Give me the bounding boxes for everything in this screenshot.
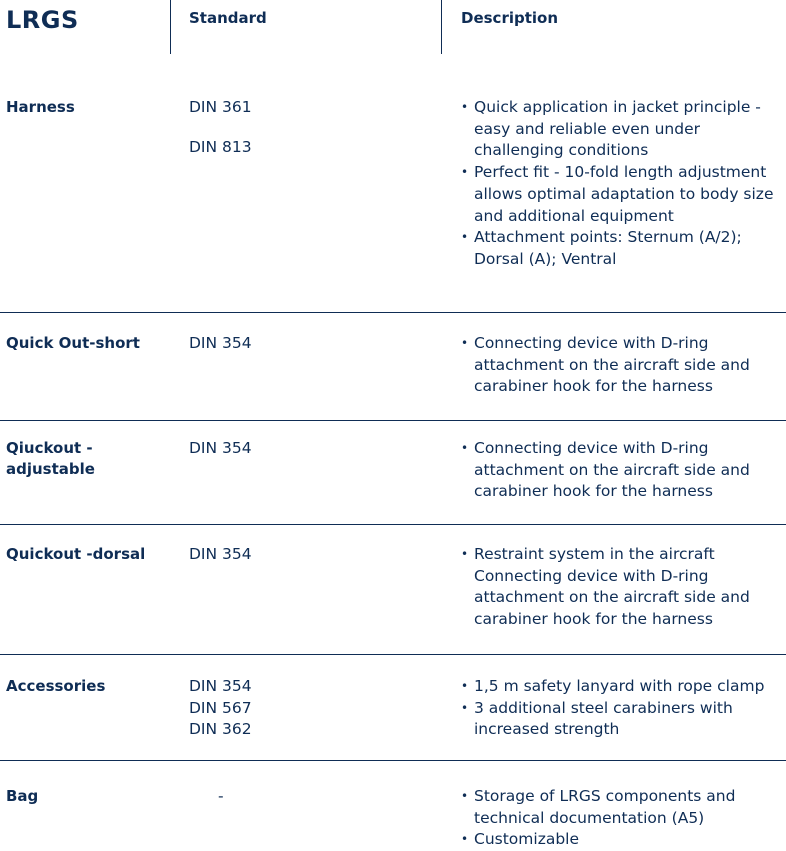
description-item: • Quick application in jacket principle - easy and reliable even under challenging conditions [460,97,786,162]
row-standards [218,786,224,808]
table-header [0,0,786,56]
description-item: • Storage of LRGS components and technical documentation (A5) [460,786,786,829]
description-item: • 3 additional steel carabiners with increased strength [460,698,786,741]
standard-item: DIN 354 [189,334,252,352]
description-item: • Connecting device with D-ring attachment on the aircraft side and carabiner hook for the harness [460,438,786,503]
row-description [460,97,786,271]
row-standards [189,676,252,741]
row-description [460,786,786,851]
row-description [460,544,786,631]
description-item: • Customizable [460,829,786,851]
standard-item: DIN 354 [189,677,252,695]
row-standards [189,438,252,460]
row-name: Bag [6,787,39,805]
row-name: Harness [6,98,75,116]
header-divider-2 [441,0,442,54]
row-divider [0,760,786,761]
standard-item: DIN 354 [189,439,252,457]
row-name: Quickout -dorsal [6,545,146,563]
standard-item: DIN 354 [189,545,252,563]
row-standards [189,544,252,566]
row-name: Qiuckout -adjustable [6,439,95,478]
standard-item: DIN 361 [189,98,252,116]
row-divider [0,420,786,421]
description-item: • 1,5 m safety lanyard with rope clamp [460,676,786,698]
standard-item: DIN 567 [189,698,252,717]
standard-item: DIN 362 [189,720,252,739]
standard-item: DIN 813 [189,138,252,157]
column-header-standard: Standard [189,9,267,27]
row-name: Quick Out-short [6,334,140,352]
row-name: Accessories [6,677,106,695]
row-divider [0,524,786,525]
row-divider [0,654,786,655]
row-standards [189,333,252,355]
description-item: • Attachment points: Sternum (A/2); Dorsal (A); Ventral [460,227,786,270]
description-item: • Restraint system in the aircraft Connecting device with D-ring attachment on the aircraft side and carabiner hook for the harness [460,544,786,631]
row-description [460,676,786,741]
description-item: • Perfect fit - 10-fold length adjustment allows optimal adaptation to body size and additional equipment [460,162,786,227]
header-divider-1 [170,0,171,54]
row-description [460,333,786,398]
column-header-description: Description [461,9,559,27]
row-standards [189,97,252,159]
row-description [460,438,786,503]
description-item: • Connecting device with D-ring attachment on the aircraft side and carabiner hook for the harness [460,333,786,398]
standard-item: - [218,787,224,805]
page-title: LRGS [6,6,79,34]
row-divider [0,312,786,313]
